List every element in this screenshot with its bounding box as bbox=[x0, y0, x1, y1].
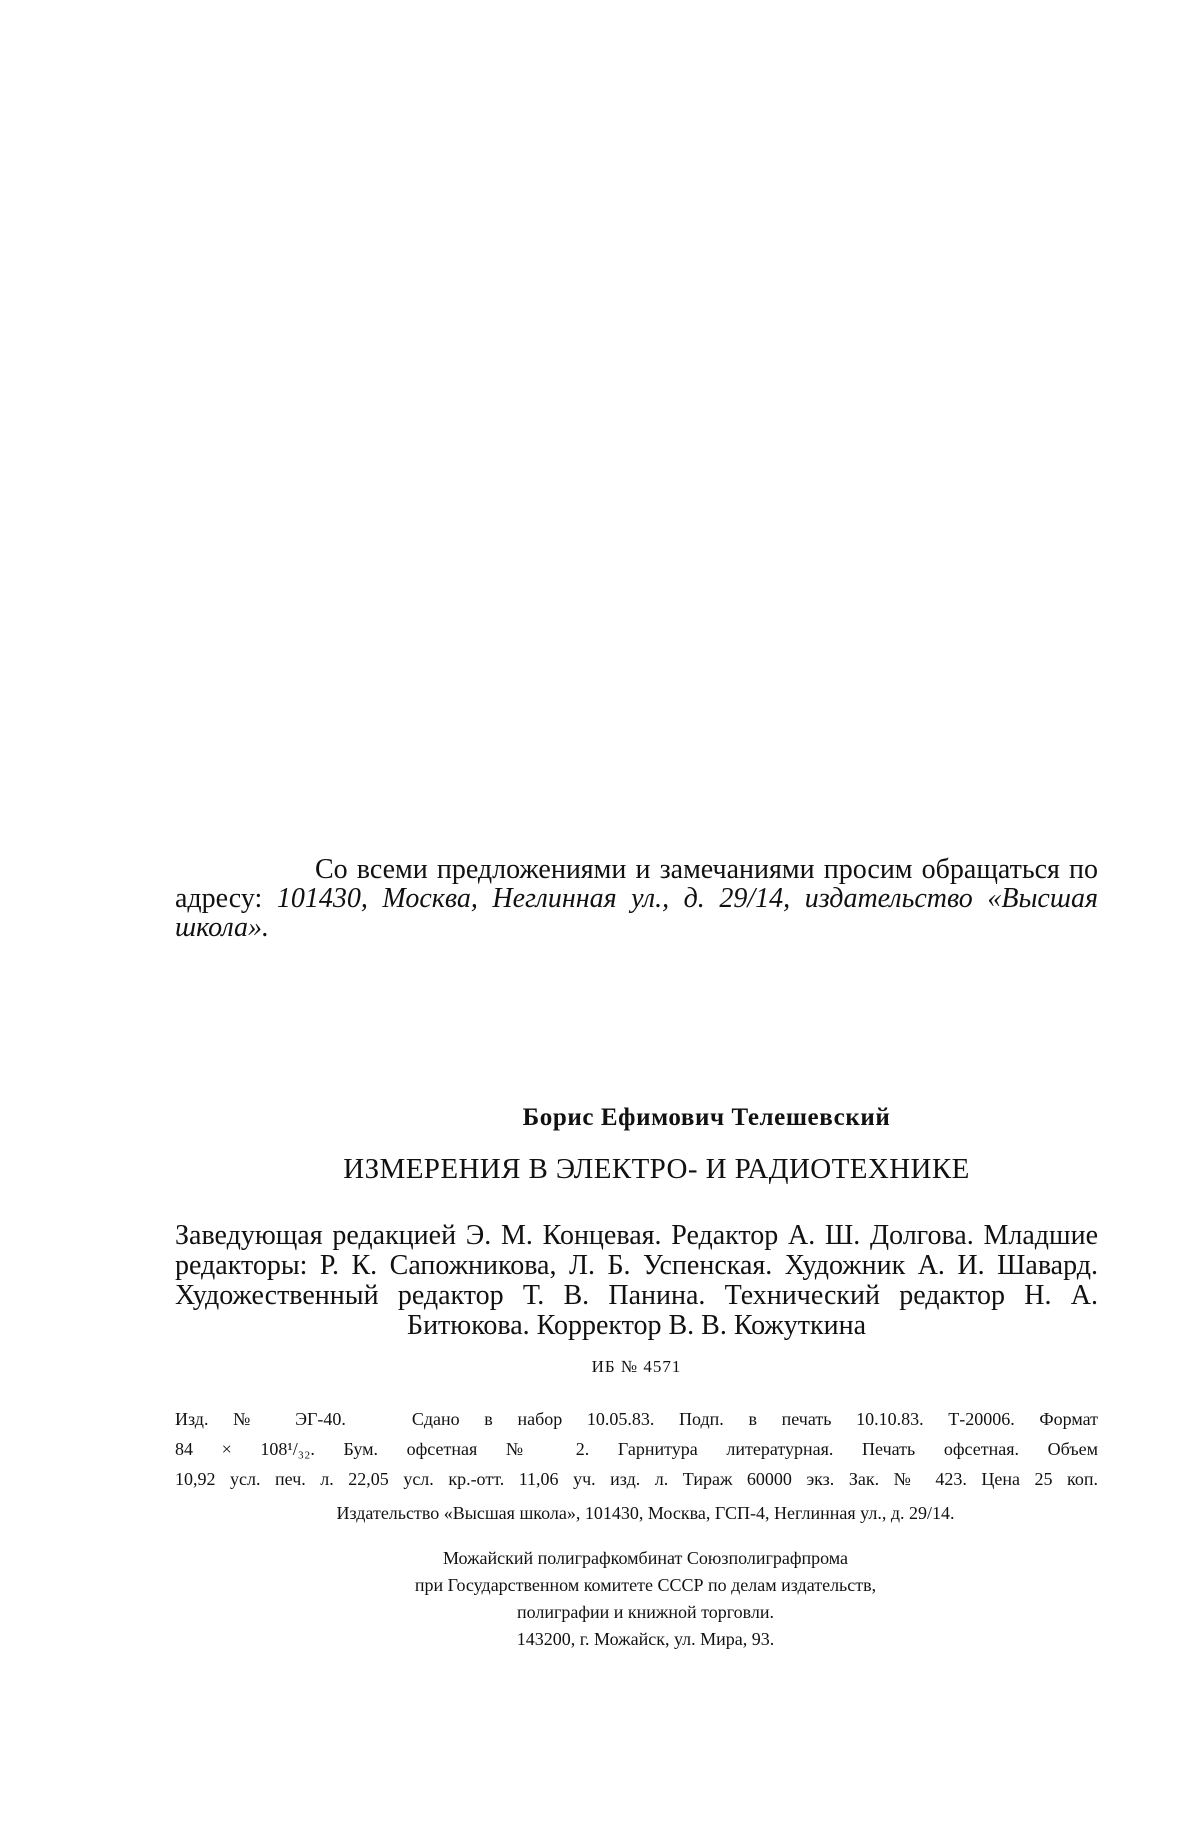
contact-paragraph bbox=[175, 855, 1098, 942]
printer-line-1: Можайский полиграфкомбинат Союзполиграфпрома bbox=[442, 1548, 849, 1568]
publisher-line: Издательство «Высшая школа», 101430, Москва, ГСП-4, Неглинная ул., д. 29/14. bbox=[336, 1503, 955, 1523]
contact-address: 101430, Москва, Неглинная ул., д. 29/14, издательство «Высшая школа». bbox=[175, 883, 1098, 943]
printer-info bbox=[175, 1545, 1098, 1653]
printer-line-4: 143200, г. Можайск, ул. Мира, 93. bbox=[516, 1629, 775, 1649]
imprint-line-1 bbox=[175, 1404, 1098, 1434]
editorial-credits: Заведующая редакцией Э. М. Концевая. Редактор А. Ш. Долгова. Младшие редакторы: Р. К. Сапожникова, Л. Б. Успенская. Художник А. И. Шавард. Художественный редактор Т. В. Панина. Технический редактор Н. А. Битюкова. Корректор В. В. Кожуткина bbox=[175, 1220, 1098, 1341]
printer-line-2: при Государственном комитете СССР по делам издательств, bbox=[414, 1575, 877, 1595]
author-name: Борис Ефимович Телешевский bbox=[522, 1104, 891, 1131]
printer-line-3: полиграфии и книжной торговли. bbox=[516, 1602, 775, 1622]
imprint-line-1-text: Сдано в набор 10.05.83. Подп. в печать 10.10.83. Т-20006. Формат bbox=[411, 1409, 1098, 1429]
imprint-line-3: 10,92 усл. печ. л. 22,05 усл. кр.-отт. 11,06 уч. изд. л. Тираж 60000 экз. Зак. № 423. Цена 25 коп. bbox=[175, 1469, 1098, 1489]
book-title: ИЗМЕРЕНИЯ В ЭЛЕКТРО- И РАДИОТЕХНИКЕ bbox=[343, 1153, 970, 1185]
ib-number: ИБ № 4571 bbox=[591, 1357, 682, 1376]
imprint-izd: Изд. № ЭГ-40. bbox=[175, 1409, 346, 1429]
imprint-line-2: 84 × 108¹/₃₂. Бум. офсетная № 2. Гарнитура литературная. Печать офсетная. Объем bbox=[175, 1439, 1098, 1459]
contact-lead: Со всеми предложениями и замечаниями просим обращаться по адресу: bbox=[175, 854, 1098, 914]
imprint-details bbox=[175, 1404, 1098, 1494]
